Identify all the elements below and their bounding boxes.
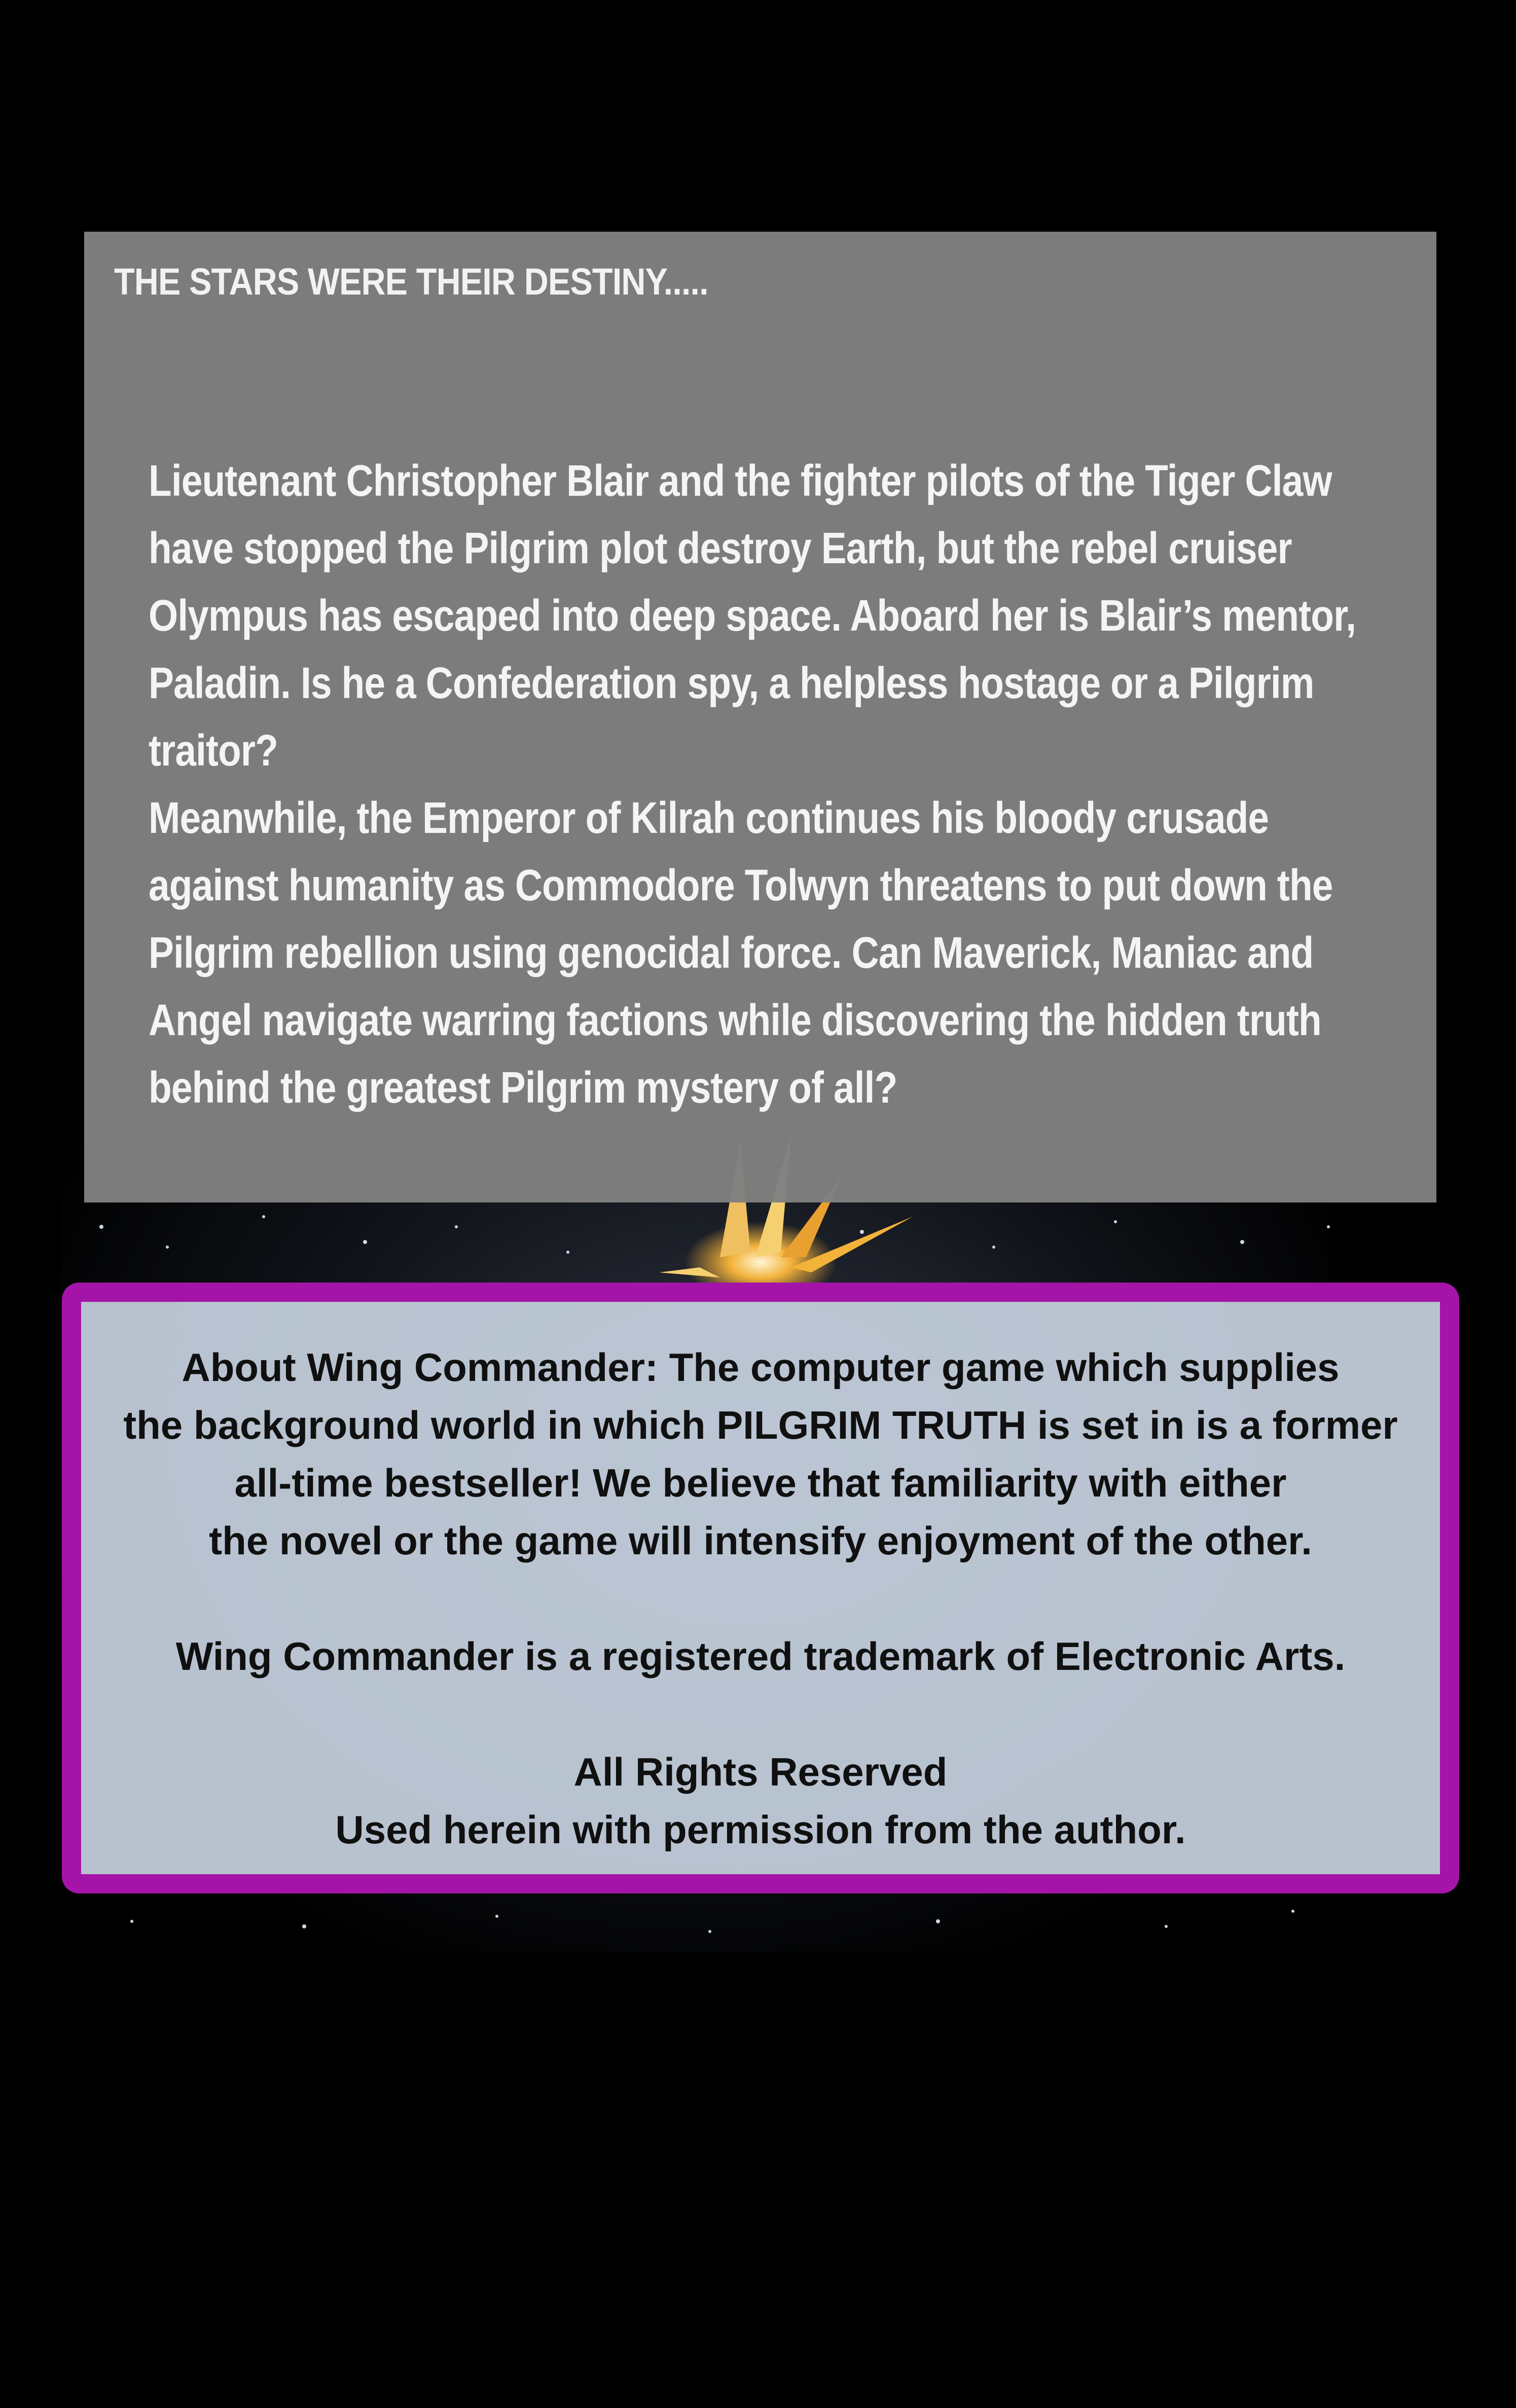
spacer: [81, 1570, 1440, 1627]
about-panel: [62, 1283, 1459, 1893]
synopsis-paragraph-1: Lieutenant Christopher Blair and the fighter pilots of the Tiger Claw have stopped the Pilgrim plot destroy Earth, but the rebel cruiser Olympus has escaped into deep space. Aboard her is Blair’s mentor, Paladin. Is he a Confederation spy, a helpless hostage or a Pilgrim traitor?: [149, 456, 1356, 775]
trademark-notice: Wing Commander is a registered trademark of Electronic Arts.: [175, 1634, 1346, 1679]
tagline: THE STARS WERE THEIR DESTINY.....: [114, 261, 708, 303]
about-line-3: all-time bestseller! We believe that familiarity with either: [234, 1461, 1287, 1505]
permission-notice: Used herein with permission from the author.: [335, 1807, 1186, 1852]
synopsis-panel: [84, 232, 1436, 1202]
rights-notice: All Rights Reserved: [573, 1749, 948, 1794]
about-line-4: the novel or the game will intensify enjoyment of the other.: [209, 1518, 1312, 1563]
synopsis-body: [149, 447, 1406, 1121]
about-line-2: the background world in which PILGRIM TRUTH is set in is a former: [123, 1403, 1398, 1447]
about-text: [81, 1338, 1440, 1858]
about-line-1: About Wing Commander: The computer game which supplies: [182, 1345, 1340, 1390]
synopsis-paragraph-2: Meanwhile, the Emperor of Kilrah continues his bloody crusade against humanity as Commodore Tolwyn threatens to put down the Pilgrim rebellion using genocidal force. Can Maverick, Maniac and Angel navigate warring factions while discovering the hidden truth behind the greatest Pilgrim mystery of all?: [149, 793, 1333, 1112]
spacer: [81, 1685, 1440, 1743]
